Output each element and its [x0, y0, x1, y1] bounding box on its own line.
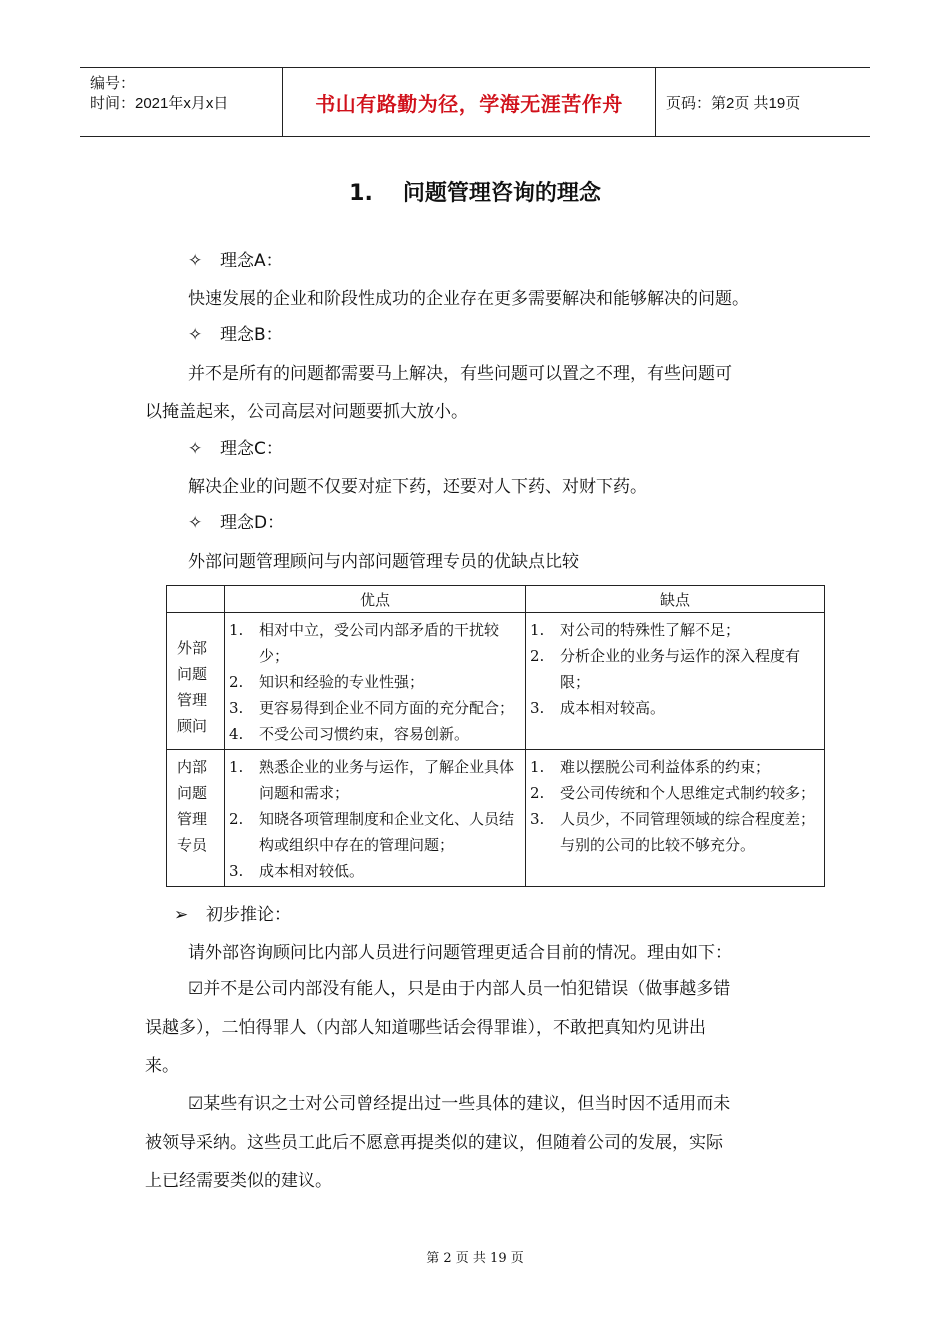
item-text: 成本相对较高。: [560, 699, 666, 717]
item-text: 人员少，不同管理领域的综合程度差；与别的公司的比较不够充分。: [560, 810, 816, 854]
external-pros-cell: [225, 613, 526, 750]
row-label-line: 内部: [177, 758, 208, 776]
list-item: [530, 617, 820, 643]
external-cons-cell: [526, 613, 825, 750]
table-header-blank: [167, 586, 225, 613]
list-item: [530, 806, 820, 858]
section-title: [0, 176, 950, 207]
reason-2-line2: 被领导采纳。这些员工此后不愿意再提类似的建议，但随着公司的发展，实际: [145, 1133, 723, 1153]
header-motto: 书山有路勤为径，学海无涯苦作舟: [315, 91, 623, 116]
row-label-internal: [167, 750, 225, 887]
table-header-pros: 优点: [225, 586, 526, 613]
concept-b-text-line1: 并不是所有的问题都需要马上解决，有些问题可以置之不理，有些问题可: [188, 364, 732, 384]
row-label-line: 问题: [177, 665, 208, 683]
list-item: [530, 643, 820, 695]
concept-b-label: 理念B：: [220, 325, 283, 345]
section-title-text: 问题管理咨询的理念: [402, 181, 601, 206]
list-item: [229, 721, 521, 747]
header-meta: [80, 68, 282, 136]
row-label-external: [167, 613, 225, 750]
item-text: 难以摆脱公司利益体系的约束；: [560, 758, 771, 776]
diamond-bullet-icon: ✧: [188, 251, 203, 271]
item-number: 2.: [229, 810, 244, 828]
row-label-line: 顾问: [177, 717, 208, 735]
item-text: 受公司传统和个人思维定式制约较多；: [560, 784, 816, 802]
item-text: 对公司的特殊性了解不足；: [560, 621, 741, 639]
concept-d-heading: [188, 513, 284, 533]
reason-1-line3: 来。: [145, 1056, 179, 1076]
list-item: [530, 780, 820, 806]
internal-pros-cell: [225, 750, 526, 887]
reason-1-text: 并不是公司内部没有能人，只是由于内部人员一怕犯错误（做事越多错: [203, 979, 731, 999]
reason-2-line3: 上已经需要类似的建议。: [145, 1171, 332, 1191]
item-number: 3.: [229, 699, 244, 717]
reason-2-line1: [188, 1094, 730, 1114]
table-header-cons: 缺点: [526, 586, 825, 613]
reason-1-line2: 误越多），二怕得罪人（内部人知道哪些话会得罪谁），不敢把真知灼见讲出: [145, 1018, 706, 1038]
table-row: [167, 613, 825, 750]
item-number: 2.: [530, 647, 545, 665]
arrow-bullet-icon: ➢: [174, 905, 189, 925]
list-item: [229, 858, 521, 884]
item-number: 4.: [229, 725, 244, 743]
header-page-cell: [656, 68, 870, 136]
list-item: [530, 754, 820, 780]
item-number: 2.: [530, 784, 545, 802]
concept-d-text: 外部问题管理顾问与内部问题管理专员的优缺点比较: [188, 552, 579, 572]
row-label-line: 问题: [177, 784, 208, 802]
item-text: 熟悉企业的业务与运作，了解企业具体问题和需求；: [259, 758, 515, 802]
reason-1-line1: [188, 979, 730, 999]
table-header-row: [167, 586, 825, 613]
concept-b-text-line2: 以掩盖起来，公司高层对问题要抓大放小。: [145, 402, 468, 422]
concept-d-label: 理念D：: [220, 513, 285, 533]
item-number: 3.: [530, 810, 545, 828]
time-label: 时间：2021年x月x日: [90, 95, 229, 112]
concept-c-label: 理念C：: [220, 439, 283, 459]
section-number: 1.: [349, 181, 373, 206]
row-label-line: 管理: [177, 810, 208, 828]
document-header: [80, 67, 870, 137]
diamond-bullet-icon: ✧: [188, 513, 203, 533]
item-number: 3.: [229, 862, 244, 880]
concept-a-label: 理念A：: [220, 251, 283, 271]
list-item: [229, 617, 521, 669]
concept-a-text: 快速发展的企业和阶段性成功的企业存在更多需要解决和能够解决的问题。: [188, 289, 749, 309]
item-text: 分析企业的业务与运作的深入程度有限；: [560, 647, 801, 691]
row-label-line: 外部: [177, 639, 208, 657]
reason-2-text: 某些有识之士对公司曾经提出过一些具体的建议，但当时因不适用而未: [203, 1094, 731, 1114]
checkbox-checked-icon: ☑: [188, 1094, 204, 1114]
conclusion-heading: [174, 905, 291, 925]
list-item: [229, 695, 521, 721]
page-footer: 第 2 页 共 19 页: [426, 1251, 524, 1266]
number-label: 编号：: [90, 75, 136, 92]
row-label-line: 管理: [177, 691, 208, 709]
concept-a-heading: [188, 251, 283, 271]
item-number: 2.: [229, 673, 244, 691]
item-text: 更容易得到企业不同方面的充分配合；: [259, 699, 515, 717]
conclusion-intro: 请外部咨询顾问比内部人员进行问题管理更适合目前的情况。理由如下：: [188, 943, 732, 963]
diamond-bullet-icon: ✧: [188, 325, 203, 345]
item-number: 1.: [530, 758, 545, 776]
item-text: 知晓各项管理制度和企业文化、人员结构或组织中存在的管理问题；: [259, 810, 515, 854]
item-text: 相对中立，受公司内部矛盾的干扰较少；: [259, 621, 500, 665]
header-motto-cell: [282, 68, 656, 136]
concept-c-text: 解决企业的问题不仅要对症下药，还要对人下药、对财下药。: [188, 477, 647, 497]
item-number: 3.: [530, 699, 545, 717]
item-number: 1.: [229, 621, 244, 639]
list-item: [530, 695, 820, 721]
conclusion-label: 初步推论：: [206, 905, 291, 925]
diamond-bullet-icon: ✧: [188, 439, 203, 459]
comparison-table: [166, 585, 825, 887]
item-text: 不受公司习惯约束，容易创新。: [259, 725, 470, 743]
row-label-line: 专员: [177, 836, 208, 854]
item-text: 成本相对较低。: [259, 862, 365, 880]
item-text: 知识和经验的专业性强；: [259, 673, 425, 691]
internal-cons-cell: [526, 750, 825, 887]
table-row: [167, 750, 825, 887]
item-number: 1.: [229, 758, 244, 776]
list-item: [229, 754, 521, 806]
list-item: [229, 806, 521, 858]
checkbox-checked-icon: ☑: [188, 979, 204, 999]
concept-b-heading: [188, 325, 283, 345]
header-page-info: 页码：第2页 共19页: [666, 94, 801, 112]
concept-c-heading: [188, 439, 283, 459]
list-item: [229, 669, 521, 695]
item-number: 1.: [530, 621, 545, 639]
